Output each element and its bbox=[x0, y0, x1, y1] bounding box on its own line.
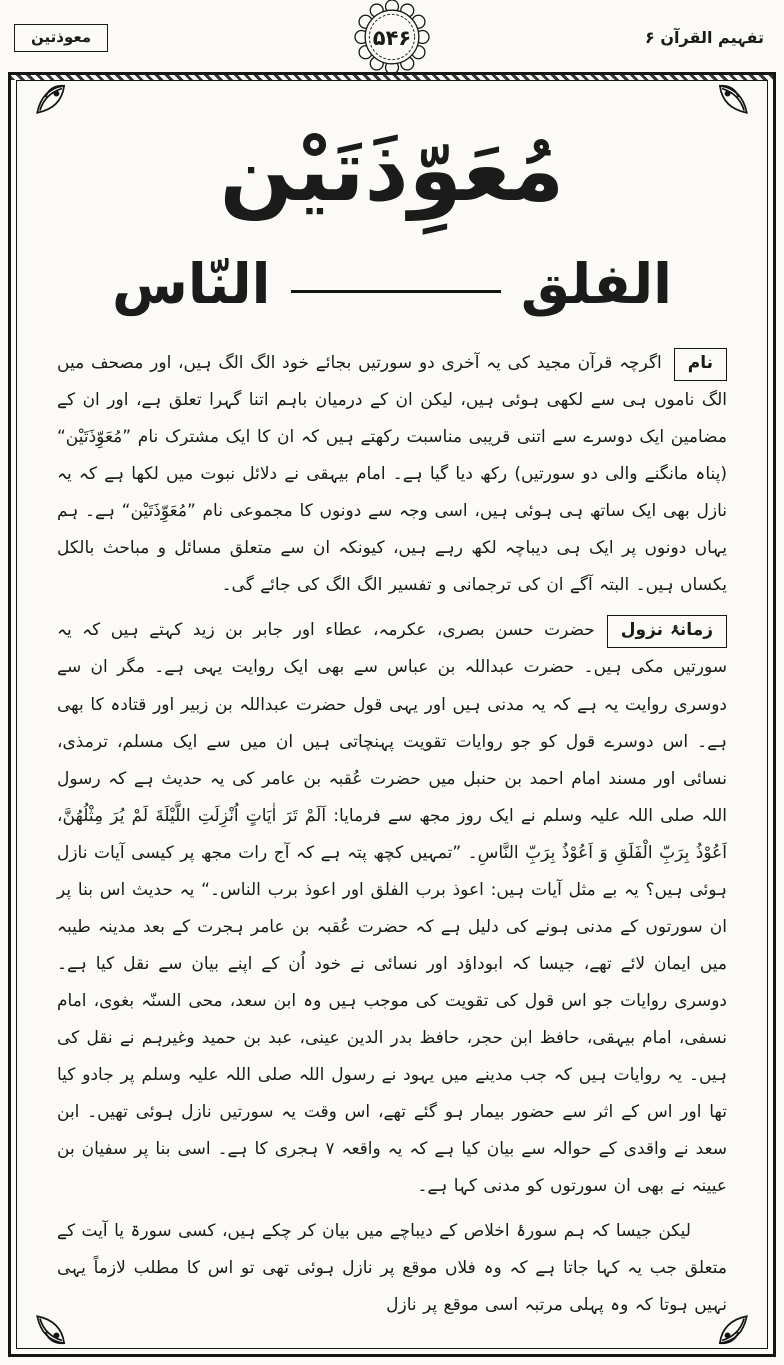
page-number: ۵۴۶ bbox=[372, 25, 412, 50]
surah-divider-line bbox=[291, 290, 501, 293]
paragraph-closing bbox=[57, 1213, 727, 1324]
running-title: معوذتین bbox=[31, 28, 92, 46]
frame-inner bbox=[16, 80, 768, 1349]
surah-name-alfalaq: الفلق bbox=[520, 252, 672, 317]
surah-names-row bbox=[57, 251, 727, 317]
page-title: مُعَوِّذَتَیْن bbox=[219, 121, 565, 221]
section-text-zamana-nuzool: حضرت حسن بصری، عکرمہ، عطاء اور جابر بن زید کہتے ہیں کہ یہ سورتیں مکی ہیں۔ حضرت عبداللہ بن عباس سے بھی ایک روایت یہی ہے۔ مگر ان سے دوسری روایت یہ ہے کہ یہ مدنی ہیں اور یہی قول حضرت عبداللہ بن زبیر اور قتادہ کا بھی ہے۔ اس دوسرے قول کو جو روایات تقویت پہنچاتی ہیں ان میں سے ایک مسلم، ترمذی، نسائی اور مسند امام احمد بن حنبل میں حضرت عُقبہ بن عامر کی یہ حدیث ہے کہ رسول اللہ صلی اللہ علیہ وسلم نے ایک روز مجھ سے فرمایا: اَلَمْ تَرَ اٰیَاتٍ اُنْزِلَتِ اللَّیْلَةَ لَمْ یُرَ مِثْلُھُنَّ، اَعُوْذُ بِرَبِّ الْفَلَقِ وَ اَعُوْذُ بِرَبِّ النَّاسِ۔ ”تمہیں کچھ پتہ ہے کہ آج رات مجھ پر کیسی آیات نازل ہوئی ہیں؟ یہ بے مثل آیات ہیں: اعوذ برب الفلق اور اعوذ برب الناس۔“ یہ حدیث اس بنا پر ان سورتوں کے مدنی ہونے کی دلیل ہے کہ حضرت عُقبہ بن عامر ہجرت کے بعد مدینہ طیبہ میں ایمان لائے تھے، جیسا کہ ابوداؤد اور نسائی نے خود اُن کے اپنے بیان سے نقل کیا ہے۔ دوسری روایات جو اس قول کی تقویت کی موجب ہیں وہ ابن سعد، محی السنّہ بغوی، امام نسفی، امام بیہقی، حافظ ابن حجر، حافظ بدر الدین عینی، عبد بن حمید وغیرہم نے نقل کی ہیں۔ یہ روایات ہیں کہ جب مدینے میں یہود نے رسول اللہ صلی اللہ علیہ وسلم پر جادو کیا تھا اور اس کے اثر سے حضور بیمار ہو گئے تھے، اس وقت یہ سورتیں نازل ہوئی تھیں۔ ابن سعد نے واقدی کے حوالہ سے بیان کیا ہے کہ یہ واقعہ ۷ ہجری کا ہے۔ اسی بنا پر سفیان بن عیینہ نے بھی ان سورتوں کو مدنی کہا ہے۔ bbox=[57, 620, 727, 1197]
body-text bbox=[57, 345, 727, 1324]
page-number-medallion bbox=[351, 0, 433, 74]
paragraph-revelation-period bbox=[57, 612, 727, 1205]
surah-name-annaas: النّاس bbox=[112, 252, 271, 317]
page-header bbox=[0, 0, 784, 72]
book-title: تفہیم القرآن ۶ bbox=[645, 28, 764, 47]
section-heading-naam: نام bbox=[674, 348, 727, 381]
ornamental-frame bbox=[8, 72, 776, 1357]
section-text-naam: اگرچہ قرآن مجید کی یہ آخری دو سورتیں بجائے خود الگ الگ ہیں، اور مصحف میں الگ ناموں ہی سے لکھی ہوئی ہیں، لیکن ان کے درمیان باہم اتنا گہرا تعلق ہے، اور ان کے مضامین ایک دوسرے سے اتنی قریبی مناسبت رکھتے ہیں کہ ان کا ایک مشترک نام ”مُعَوِّذَتَیْن“ (پناہ مانگنے والی دو سورتیں) رکھ دیا گیا ہے۔ امام بیہقی نے دلائل نبوت میں لکھا ہے کہ یہ نازل بھی ایک ساتھ ہی ہوئی ہیں، اسی وجہ سے دونوں کا مجموعی نام ”مُعَوِّذَتَیْن“ ہے۔ ہم یہاں دونوں پر ایک ہی دیباچہ لکھ رہے ہیں، کیونکہ ان سے متعلق مسائل و مباحث بالکل یکساں ہیں۔ البتہ آگے ان کی ترجمانی و تفسیر الگ الگ کی جائے گی۔ bbox=[57, 353, 727, 596]
paragraph-name bbox=[57, 345, 727, 604]
section-text-closing: لیکن جیسا کہ ہم سورۂ اخلاص کے دیباچے میں بیان کر چکے ہیں، کسی سورۃ یا آیت کے متعلق جب یہ کہا جاتا ہے کہ وہ فلاں موقع پر نازل ہوئی تھی تو اس کا مطلب لازماً یہی نہیں ہوتا کہ وہ پہلی مرتبہ اسی موقع پر نازل bbox=[57, 1221, 727, 1316]
section-heading-zamana-nuzool: زمانۂ نزول bbox=[607, 615, 727, 648]
running-title-box bbox=[14, 24, 108, 52]
